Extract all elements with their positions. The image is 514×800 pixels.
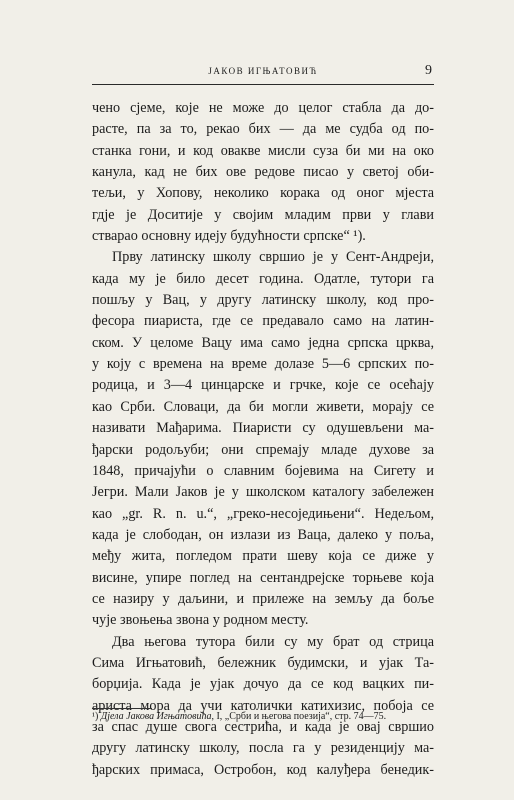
footnote-title: Дјела Јакова Игњатовића [100, 711, 212, 722]
text-line: за спас душе свога сестрића, и када је овај свршио [92, 718, 434, 735]
text-line: станка гони, и код овакве мисли суза би ми на око [92, 142, 434, 159]
text-line: ђарских примаса, Остробон, код калуђера бенедик- [92, 761, 434, 778]
text-line: канула, кад не бих ове редове писао у светој оби- [92, 164, 434, 181]
text-line: називати Мађарима. Пиаристи су одушевљени ма- [92, 420, 434, 437]
text-line: се назиру у даљини, и прилеже на земљу да боље [92, 590, 434, 607]
text-line: пошљу у Вац, у другу латинску школу, код про- [92, 292, 434, 309]
footnote-rest: , I, „Срби и његова поезија“, стр. 74—75. [211, 711, 387, 722]
text-line: фесора пиариста, где се предавало само на латин- [92, 313, 434, 330]
page-number: 9 [425, 63, 432, 78]
text-line: Јегри. Мали Јаков је у школском каталогу забележен [92, 484, 434, 501]
text-line: гдје је Доситије у својим младим први у глави [92, 206, 434, 223]
text-line: у коју с времена на време долазе 5—6 српских по- [92, 356, 434, 373]
text-line: Сима Игњатовић, бележник будимски, и ујак Та- [92, 654, 434, 671]
text-line: чује звоњења звона у родном месту. [92, 612, 309, 629]
text-line: као „gr. R. n. u.“, „греко-несоједињени“. Недељом, [92, 505, 434, 522]
text-line: стварао основну идеју будућности српске“ ¹). [92, 228, 366, 245]
text-line: тељи, у Хопову, неколико корака од оног мјеста [92, 185, 434, 202]
running-head [92, 64, 434, 85]
text-line: расте, па за то, рекао бих — да ме судба од по- [92, 121, 434, 138]
footnote-rule [92, 708, 152, 709]
text-line: када је слободан, он излази из Ваца, далеко у поља, [92, 526, 434, 543]
text-line: висине, упире поглед на сентандрејске торњеве која [92, 569, 434, 586]
text-line: ском. У целоме Вацу има само једна српска црква, [92, 334, 434, 351]
text-line: ариста мора да учи католички катихизис, побоја се [92, 697, 434, 714]
footnote-marker: ¹) [92, 711, 99, 722]
text-line: 1848, причајући о славним бојевима на Сигету и [92, 462, 434, 479]
text-line: борџија. Када је ујак дочуо да се код вацких пи- [92, 676, 434, 693]
text-line: ђарски родољуби; они спремају младе духове за [92, 441, 434, 458]
text-line: родица, и 3—4 цинцарске и грчке, које се осећају [92, 377, 434, 394]
body-text [92, 98, 434, 781]
text-line: Прву латинску школу свршио је у Сент-Андреји, [112, 249, 434, 266]
running-title: ЈАКОВ ИГЊАТОВИЋ [208, 66, 318, 76]
text-line: међу жита, погледом прати шеву која се диже у [92, 548, 434, 565]
text-line: другу латинску школу, посла га у резиденцију ма- [92, 740, 434, 757]
text-line: чено сјеме, које не може до целог стабла да до- [92, 100, 434, 116]
text-line: када му је било десет година. Одатле, тутори га [92, 270, 434, 287]
text-line: Два његова тутора били су му брат од стрица [112, 633, 434, 650]
footnote [92, 711, 434, 722]
text-line: као Срби. Словаци, да би могли живети, морају се [92, 398, 434, 415]
